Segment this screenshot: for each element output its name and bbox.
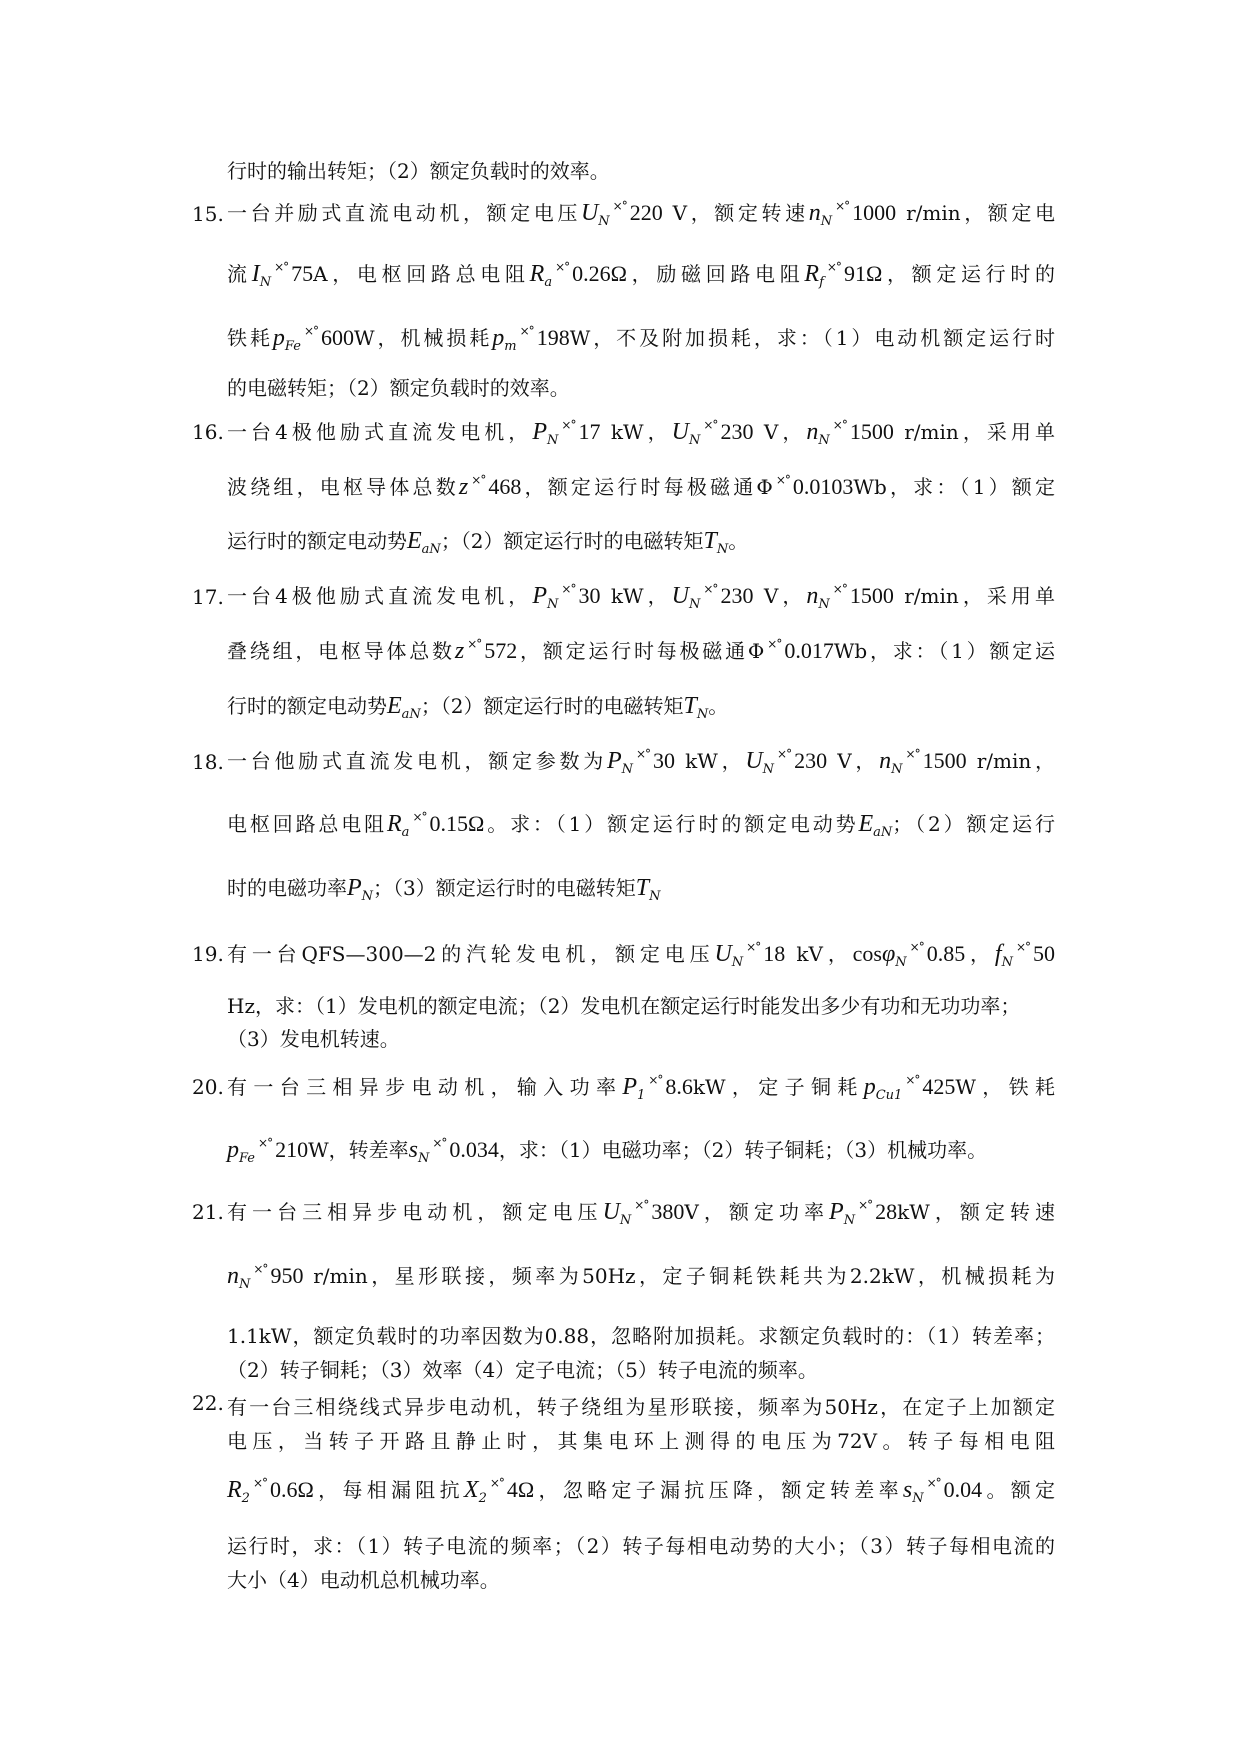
problem-22-line-3: $R_2^{\times^\circ}$ 0.6Ω，每相漏阻抗$X_2^{\times^\circ}$ 4Ω，忽略定子漏抗压降，额定转差率$s_N^{\times^\circ}$ 0.04。额定 — [227, 1476, 1056, 1506]
problem-19-line-2: Hz，求：（1）发电机的额定电流；（2）发电机在额定运行时能发出多少有功和无功功率； — [227, 994, 1021, 1018]
problem-17-line-1: 一台4极他励式直流发电机，$P_N^{\times^\circ}$ 30 kW，$U_N^{\times^\circ}$ 230 V，$n_N^{\times^\circ}$ 1500 r/min，采用单 — [227, 582, 1055, 612]
problem-17-number: 17. — [192, 585, 224, 609]
problem-21-line-4: （2）转子铜耗；（3）效率（4）定子电流；（5）转子电流的频率。 — [227, 1358, 818, 1382]
problem-15-line-4: 的电磁转矩；（2）额定负载时的效率。 — [227, 376, 570, 400]
problem-21-line-1: 有一台三相异步电动机，额定电压$U_N^{\times^\circ}$ 380V，额定功率$P_N^{\times^\circ}$ 28kW，额定转速 — [227, 1198, 1055, 1228]
problem-17-line-3: 行时的额定电动势$E_{aN}$；（2）额定运行时的电磁转矩$T_N$。 — [227, 693, 729, 722]
problem-18-line-1: 一台他励式直流发电机，额定参数为$P_N^{\times^\circ}$ 30 kW，$U_N^{\times^\circ}$ 230 V，$n_N^{\times^\circ}$ 1500 r/min， — [227, 747, 1055, 777]
problem-19-line-3: （3）发电机转速。 — [227, 1027, 400, 1051]
problem-20-line-2: $p_{Fe}^{\times^\circ}$ 210W，转差率$s_N^{\times^\circ}$ 0.034，求：（1）电磁功率；（2）转子铜耗；（3）机械功率。 — [227, 1136, 988, 1166]
problem-21-line-2: $n_N^{\times^\circ}$ 950 r/min，星形联接，频率为50Hz，定子铜耗铁耗共为2.2kW，机械损耗为 — [227, 1262, 1055, 1292]
problem-18-line-3: 时的电磁功率$P_N$；（3）额定运行时的电磁转矩$T_N$ — [227, 875, 661, 904]
problem-18-line-2: 电枢回路总电阻$R_a^{\times^\circ}$ 0.15Ω。求：（1）额定运行时的额定电动势$E_{aN}$；（2）额定运行 — [227, 810, 1056, 840]
problem-20-number: 20. — [192, 1075, 224, 1099]
problem-15-line-2: 流$I_N^{\times^\circ}$ 75A，电枢回路总电阻$R_a^{\times^\circ}$ 0.26Ω，励磁回路电阻$R_f^{\times^\circ}$ 91Ω，额定运行时的 — [227, 260, 1056, 290]
problem-21-number: 21. — [192, 1200, 224, 1224]
problem-20-line-1: 有一台三相异步电动机，输入功率$P_1^{\times^\circ}$ 8.6kW，定子铜耗$p_{Cu1}^{\times^\circ}$ 425W，铁耗 — [227, 1073, 1056, 1103]
problem-18-number: 18. — [192, 750, 224, 774]
continuation-line: 行时的输出转矩；（2）额定负载时的效率。 — [227, 159, 610, 183]
problem-22-line-1: 有一台三相绕线式异步电动机，转子绕组为星形联接，频率为50Hz，在定子上加额定 — [227, 1395, 1055, 1419]
problem-17-line-2: 叠绕组，电枢导体总数z ×° 572，额定运行时每极磁通Φ ×° 0.017Wb，求：（1）额定运 — [227, 637, 1055, 664]
problem-16-line-3: 运行时的额定电动势$E_{aN}$；（2）额定运行时的电磁转矩$T_N$。 — [227, 528, 749, 557]
problem-19-number: 19. — [192, 942, 224, 966]
problem-16-line-1: 一台4极他励式直流发电机，$P_N^{\times^\circ}$ 17 kW，$U_N^{\times^\circ}$ 230 V，$n_N^{\times^\circ}$ 1500 r/min，采用单 — [227, 418, 1055, 448]
problem-15-number: 15. — [192, 202, 224, 226]
problem-19-line-1: 有一台QFS—300—2的汽轮发电机，额定电压$U_N^{\times^\circ}$ 18 kV，cosφ$_N$×° 0.85，$f_N^{\times^\circ}$ 50 — [227, 940, 1056, 970]
problem-16-number: 16. — [192, 420, 224, 444]
problem-22-line-2: 电压，当转子开路且静止时，其集电环上测得的电压为72V。转子每相电阻 — [227, 1429, 1055, 1453]
problem-22-line-5: 大小（4）电动机总机械功率。 — [227, 1568, 500, 1592]
problem-16-line-2: 波绕组，电枢导体总数z ×° 468，额定运行时每极磁通Φ ×° 0.0103Wb，求：（1）额定 — [227, 473, 1056, 500]
problem-22-number: 22. — [192, 1391, 224, 1415]
problem-15-line-3: 铁耗$p_{Fe}^{\times^\circ}$ 600W，机械损耗$p_m^{\times^\circ}$ 198W，不及附加损耗，求：（1）电动机额定运行时 — [227, 324, 1056, 354]
problem-21-line-3: 1.1kW，额定负载时的功率因数为0.88，忽略附加损耗。求额定负载时的：（1）转差率； — [227, 1324, 1055, 1348]
problem-15-line-1: 一台并励式直流电动机，额定电压$U_N^{\times^\circ}$ 220 V，额定转速$n_N^{\times^\circ}$ 1000 r/min，额定电 — [227, 199, 1055, 229]
problem-22-line-4: 运行时，求：（1）转子电流的频率；（2）转子每相电动势的大小；（3）转子每相电流的 — [227, 1534, 1055, 1558]
